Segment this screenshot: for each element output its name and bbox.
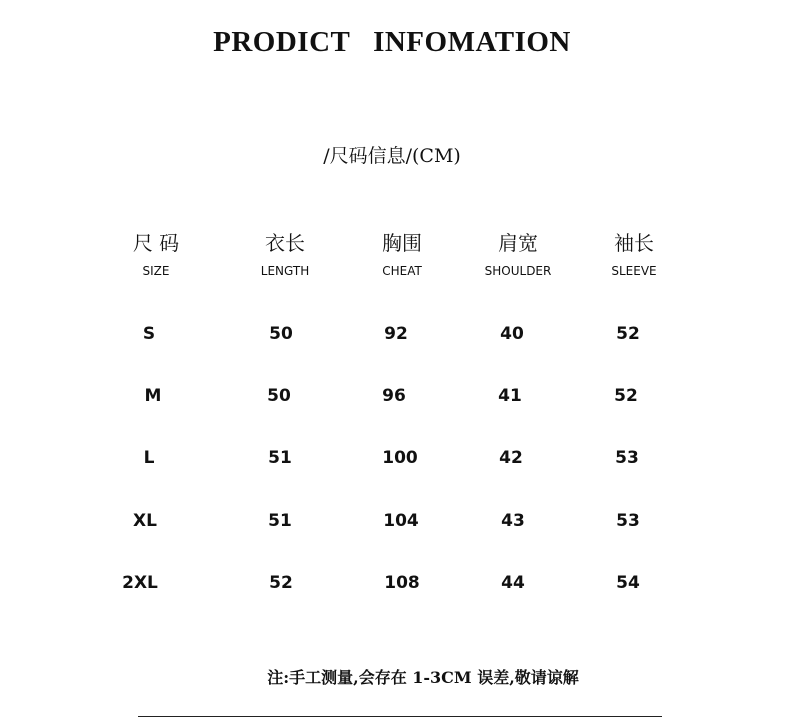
cell-chest: 108 <box>384 573 420 593</box>
product-info-title: PRODICT INFOMATION <box>213 26 571 58</box>
cell-chest: 92 <box>384 324 408 344</box>
cell-size: L <box>143 448 155 468</box>
cell-sleeve: 52 <box>616 324 640 344</box>
bottom-divider <box>138 716 662 717</box>
cell-shoulder: 40 <box>500 324 524 344</box>
cell-length: 50 <box>269 324 293 344</box>
cell-length: 50 <box>267 386 291 406</box>
header-length-en: LENGTH <box>260 264 310 278</box>
cell-sleeve: 53 <box>615 448 639 468</box>
cell-shoulder: 43 <box>501 511 525 531</box>
cell-length: 52 <box>269 573 293 593</box>
header-length-zh: 衣长 <box>265 231 305 255</box>
cell-sleeve: 53 <box>616 511 640 531</box>
header-shoulder-zh: 肩宽 <box>498 231 538 255</box>
header-size-zh: 尺 码 <box>132 231 180 255</box>
header-size-en: SIZE <box>142 264 170 278</box>
cell-size: S <box>142 324 156 344</box>
cell-size: M <box>144 386 162 406</box>
cell-length: 51 <box>268 511 292 531</box>
size-info-subtitle: /尺码信息/(CM) <box>323 145 461 167</box>
header-chest-zh: 胸围 <box>382 231 422 255</box>
cell-size: 2XL <box>122 573 158 593</box>
cell-shoulder: 41 <box>498 386 522 406</box>
cell-sleeve: 54 <box>616 573 640 593</box>
header-sleeve-en: SLEEVE <box>611 264 657 278</box>
cell-size: XL <box>133 511 157 531</box>
header-shoulder-en: SHOULDER <box>484 264 552 278</box>
cell-sleeve: 52 <box>614 386 638 406</box>
cell-shoulder: 44 <box>501 573 525 593</box>
cell-length: 51 <box>268 448 292 468</box>
header-sleeve-zh: 袖长 <box>614 231 654 255</box>
measurement-note: 注:手工测量,会存在 1-3CM 误差,敬请谅解 <box>267 668 579 687</box>
cell-chest: 96 <box>382 386 406 406</box>
cell-chest: 100 <box>382 448 418 468</box>
cell-chest: 104 <box>383 511 419 531</box>
header-chest-en: CHEAT <box>382 264 422 278</box>
cell-shoulder: 42 <box>499 448 523 468</box>
